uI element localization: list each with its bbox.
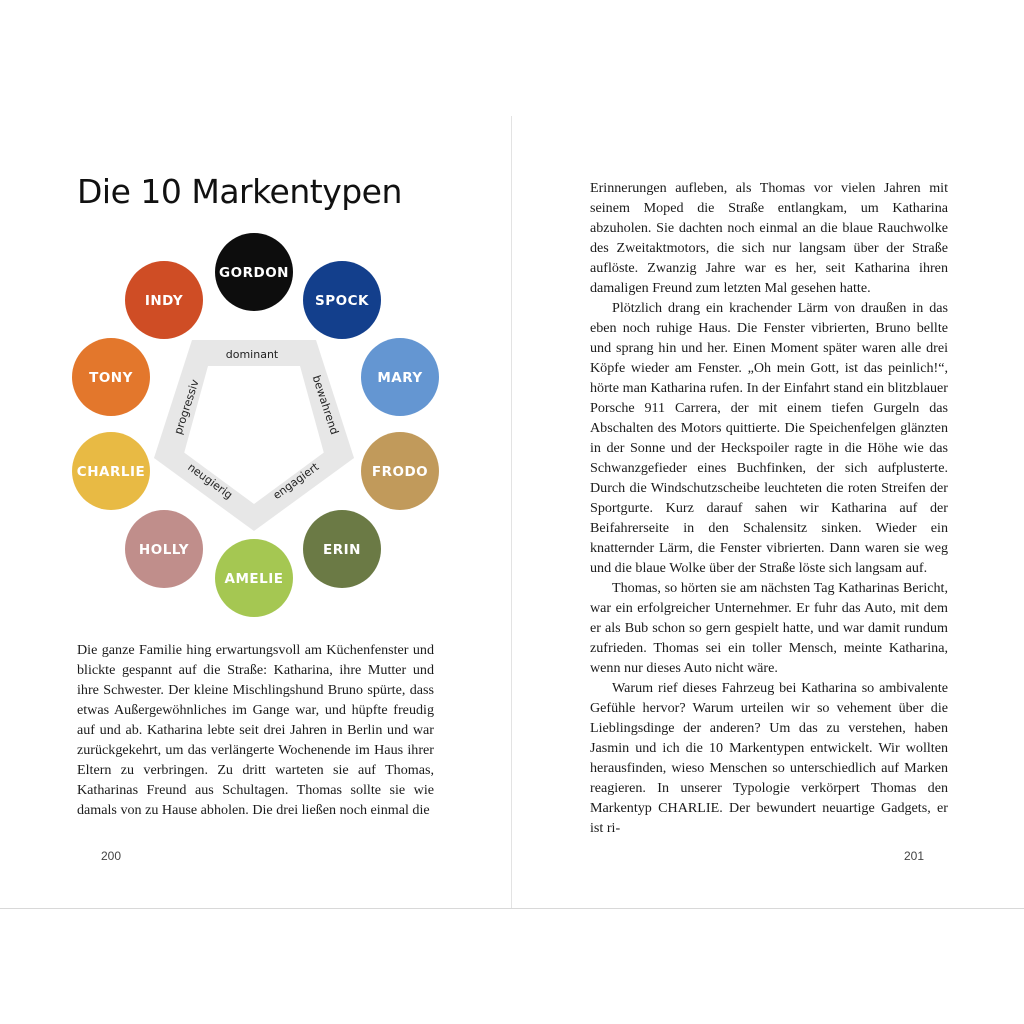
- type-label-frodo: FRODO: [371, 464, 429, 480]
- type-circle-indy: [125, 261, 203, 339]
- type-circle-gordon: [215, 233, 293, 311]
- type-circle-frodo: [361, 432, 439, 510]
- type-label-indy: INDY: [144, 293, 184, 309]
- type-circle-charlie: [72, 432, 150, 510]
- left-page: [0, 116, 511, 908]
- type-label-mary: MARY: [377, 370, 423, 386]
- type-circle-spock: [303, 261, 381, 339]
- type-circle-mary: [361, 338, 439, 416]
- paragraph: Die ganze Familie hing erwartungsvoll am Küchenfenster und blickte gespannt auf die Straße: Katharina, ihre Mutter und ihre Schwester. Der kleine Mischlingshund Bruno spürte, dass etwas Außergewöhnliches im Gange war, und hüpfte freudig auf und ab. Katharina lebte seit drei Jahren in Berlin und war zurückgekehrt, um das verlängerte Wochenende im Haus ihrer Eltern zu verbringen. Zu dritt warteten sie auf Thomas, Katharinas Freund aus Schultagen. Thomas sollte sie wie damals von zu Hause abholen. Die drei ließen noch einmal die: [77, 642, 434, 818]
- dimension-label-neugierig: neugierig: [185, 460, 235, 502]
- dimension-label-dominant: dominant: [225, 348, 279, 361]
- paragraph: Warum rief dieses Fahrzeug bei Katharina so ambivalente Gefühle hervor? Warum urteilen wir so vehement über die Lieblingsdinge der anderen? Um das zu verstehen, haben Jasmin und ich die 10 Markentypen entwickelt. Wir wollten herausfinden, wieso Menschen so unterschiedlich auf Marken reagieren. In unserer Typologie verkörpert Thomas den Markentyp CHARLIE. Der bewundert neuartige Gadgets, er ist ri-: [590, 680, 948, 836]
- dimension-label-progressiv: progressiv: [171, 377, 202, 437]
- body-text-left: [77, 640, 434, 820]
- dimension-label-bewahrend: bewahrend: [309, 373, 342, 437]
- right-page: [512, 116, 1024, 908]
- type-label-holly: HOLLY: [138, 542, 190, 558]
- paragraph: Thomas, so hörten sie am nächsten Tag Katharinas Bericht, war ein erfolgreicher Unternehmer. Er fuhr das Auto, mit dem er als Bub schon so gern gespielt hatte, und war damit rundum zufrieden. Thomas sei ein toller Mensch, meinte Katharina, wenn nur dieses Auto nicht wäre.: [590, 580, 948, 676]
- body-text-right: [590, 178, 948, 838]
- paragraph: Plötzlich drang ein krachender Lärm von draußen in das eben noch ruhige Haus. Die Fenster vibrierten, Bruno bellte und sprang hin und her. Einen Moment später waren alle drei Köpfe wieder am Fenster. „Oh mein Gott, ist das peinlich!“, hörte man Katharina rufen. In der Einfahrt stand ein blitzblauer Porsche 911 Carrera, der mit einem tiefen Gurgeln das Abschalten des Motors quittierte. Die Speichenfelgen glänzten in der Sonne und der Heckspoiler ragte in die Höhe wie das Schwanzgefieder eines Buchfinken, der sich aufplusterte. Durch die Windschutzscheibe leuchteten die roten Streifen der Sportgurte. Kurz darauf sahen wir Katharina auf der Beifahrerseite in den Schalensitz sinken. Wieder ein knatternder Lärm, die Fenster vibrierten. Dann waren sie weg und die blaue Wolke über der Straße löste sich langsam auf.: [590, 300, 948, 576]
- page-number-left: 200: [101, 849, 122, 863]
- page-number-right: 201: [904, 849, 925, 863]
- type-label-gordon: GORDON: [219, 265, 289, 281]
- paragraph: Erinnerungen aufleben, als Thomas vor vielen Jahren mit seinem Moped die Straße entlangkam, um Katharina abzuholen. Sie dachten noch einmal an die blaue Rauchwolke des Zweitaktmotors, die sich nur langsam über der Straße auflöste. Zwanzig Jahre war es her, seit Katharina ihren damaligen Freund zum letzten Mal gesehen hatte.: [590, 180, 948, 296]
- type-circle-erin: [303, 510, 381, 588]
- type-circle-amelie: [215, 539, 293, 617]
- type-label-spock: SPOCK: [315, 293, 369, 309]
- type-label-amelie: AMELIE: [224, 571, 284, 587]
- markentypen-diagram: [60, 226, 450, 618]
- type-circle-tony: [72, 338, 150, 416]
- chapter-title: Die 10 Markentypen: [77, 172, 402, 211]
- type-label-erin: ERIN: [323, 542, 361, 558]
- dimension-label-engagiert: engagiert: [270, 460, 322, 503]
- type-circle-holly: [125, 510, 203, 588]
- type-label-charlie: CHARLIE: [76, 464, 146, 480]
- type-label-tony: TONY: [89, 370, 133, 386]
